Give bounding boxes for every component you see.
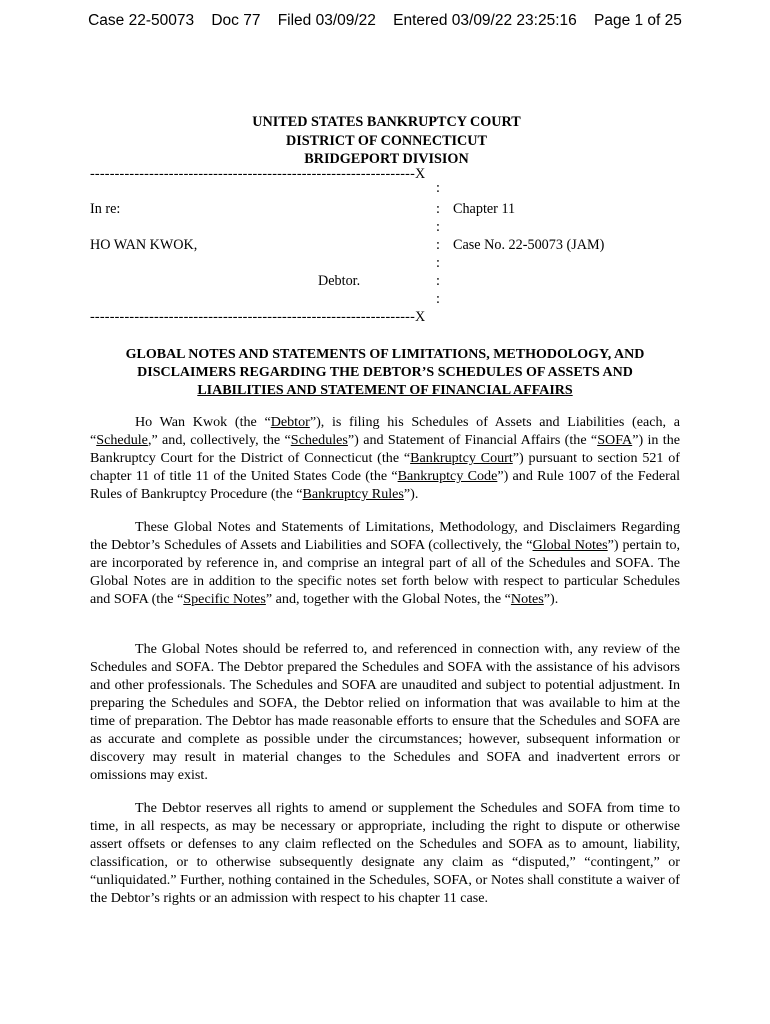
court-heading (90, 113, 680, 169)
page-count: Page 1 of 25 (593, 12, 682, 29)
caption-colon: : (436, 219, 440, 235)
document-title (90, 346, 680, 400)
paragraph-intro: Ho Wan Kwok (the “Debtor”), is filing his Schedules of Assets and Liabilities (each, a “Schedule,” and, collectively, the “Schedules”) and Statement of Financial Affairs (the “SOFA”) in the Bankruptcy Court for the District of Connecticut (the “Bankruptcy Court”) pursuant to section 521 of chapter 11 of title 11 of the United States Code (the “Bankruptcy Code”) and Rule 1007 of the Federal Rules of Bankruptcy Procedure (the “Bankruptcy Rules”). (90, 414, 680, 502)
debtor-name: HO WAN KWOK, (90, 237, 198, 253)
title-line: DISCLAIMERS REGARDING THE DEBTOR’S SCHEDULES OF ASSETS AND (137, 365, 633, 380)
caption-colon: : (436, 237, 440, 253)
case-number: Case 22-50073 (88, 12, 195, 29)
defined-term: SOFA (597, 432, 633, 448)
paragraph-global-notes: These Global Notes and Statements of Limitations, Methodology, and Disclaimers Regarding the Debtor’s Schedules of Assets and Liabilities and SOFA (collectively, the “Global Notes”) pertain to, are incorporated by reference in, and comprise an integral part of all of the Schedules and SOFA. The Global Notes are in addition to the specific notes set forth below with respect to particular Schedules and SOFA (the “Specific Notes” and, together with the Global Notes, the “Notes”). (90, 519, 681, 607)
paragraph-review: The Global Notes should be referred to, and referenced in connection with, any review of the Schedules and SOFA. The Debtor prepared the Schedules and SOFA with the assistance of his advisors and other professionals. The Schedules and SOFA are unaudited and subject to potential adjustment. In preparing the Schedules and SOFA, the Debtor relied on information that was available to him at the time of preparation. The Debtor has made reasonable efforts to ensure that the Schedules and SOFA are as accurate and complete as possible under the circumstances; however, subsequent information or discovery may result in material changes to the Schedules and SOFA and inadvertent errors or omissions may exist. (90, 641, 680, 783)
defined-term: Notes (510, 591, 544, 607)
chapter-label: Chapter 11 (453, 201, 516, 217)
defined-term: Global Notes (532, 537, 608, 553)
caption-colon: : (436, 273, 440, 289)
defined-term: Debtor (270, 414, 310, 430)
caption-colon: : (436, 255, 440, 271)
defined-term: Schedules (290, 432, 348, 448)
defined-term: Bankruptcy Code (397, 468, 498, 484)
paragraph-reservation: The Debtor reserves all rights to amend or supplement the Schedules and SOFA from time to time, in all respects, as may be necessary or appropriate, including the right to dispute or otherwise assert offsets or defenses to any claim reflected on the Schedules and SOFA as to amount, liability, classification, or to otherwise subsequently designate any claim as “disputed,” “contingent,” or “unliquidated.” Further, nothing contained in the Schedules, SOFA, or Notes shall constitute a waiver of the Debtor’s rights or an admission with respect to his chapter 11 case. (90, 800, 680, 906)
caption-colon: : (436, 201, 440, 217)
in-re-label: In re: (90, 201, 121, 217)
case-number-caption: Case No. 22-50073 (JAM) (453, 237, 605, 253)
filed-date: Filed 03/09/22 (277, 12, 376, 29)
caption-colon: : (436, 291, 440, 307)
title-line: GLOBAL NOTES AND STATEMENTS OF LIMITATIONS, METHODOLOGY, AND (125, 347, 645, 362)
defined-term: Bankruptcy Court (410, 450, 513, 466)
defined-term: Schedule (96, 432, 148, 448)
caption-bottom-rule: ------------------------------------------------------------------X (90, 309, 426, 325)
caption-colon: : (436, 180, 440, 196)
court-name: UNITED STATES BANKRUPTCY COURT (252, 114, 521, 130)
caption-top-rule: ------------------------------------------------------------------X (90, 166, 426, 182)
title-line: LIABILITIES AND STATEMENT OF FINANCIAL AFFAIRS (197, 383, 573, 398)
entered-date: Entered 03/09/22 23:25:16 (393, 12, 577, 29)
court-district: DISTRICT OF CONNECTICUT (285, 132, 488, 149)
court-division: BRIDGEPORT DIVISION (304, 151, 469, 167)
doc-number: Doc 77 (211, 12, 261, 29)
filing-header (0, 12, 770, 30)
defined-term: Bankruptcy Rules (302, 486, 404, 502)
defined-term: Specific Notes (183, 591, 266, 607)
debtor-label: Debtor. (318, 273, 361, 289)
